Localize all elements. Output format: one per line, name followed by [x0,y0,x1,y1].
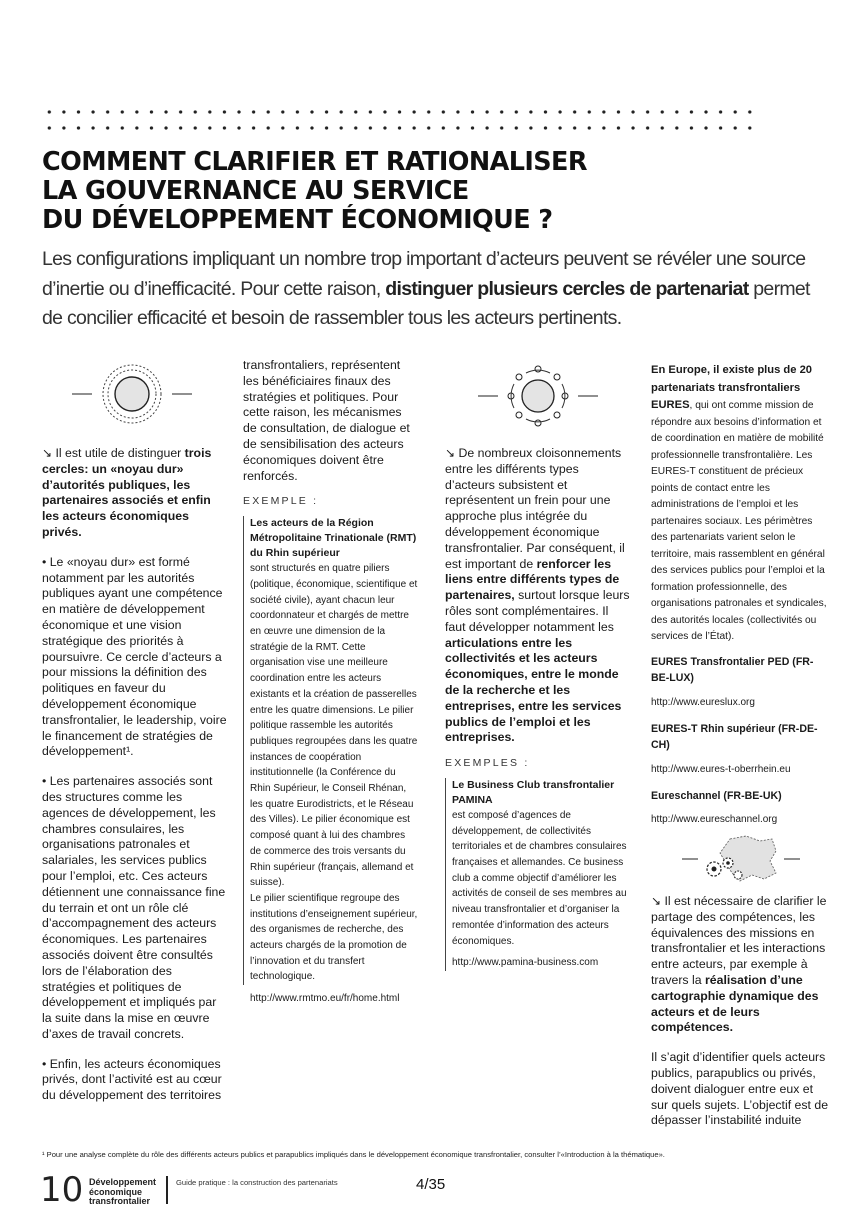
example-heading: Les acteurs de la Région Métropolitaine Trinationale (RMT) du Rhin supérieur [250,517,417,560]
col4-paragraph-3: Il s’agit d’identifier quels acteurs publics, parapublics ou privés, doivent dialoguer entre eux et sur quels sujets. L’objectif est de dépasser l’instabilité induite [651,1050,829,1128]
title-line-1: COMMENT CLARIFIER ET RATIONALISER [42,147,587,177]
footnote: ¹ Pour une analyse complète du rôle des différents acteurs publics et parapublics impliqués dans le développement économique transfrontalier, consulter l’«Introduction à la thématique». [42,1150,665,1159]
col1-paragraph-2: • Le «noyau dur» est formé notamment par les autorités publiques ayant une compétence en matière de développement économique et une vision stratégique des priorités à poursuivre. Ce cercle d’acteurs a pour missions la définition des politiques en faveur du développement économique transfrontalier, le leadership, voire le financement de stratégies de développement¹. [42,554,227,759]
dotted-separator-bottom [42,125,762,131]
example-body: est composé d’agences de développement, de collectivités territoriales et de chambres consulaires françaises et allemandes. Ce business club a comme objectif d’améliorer les activités de conseil de ses membres au niveau transfrontalier et d’organiser la remontée d’information des acteurs économiques. [452,809,627,947]
intro-part-1: Les configurations impliquant un nombre trop important d’acteurs peuvent se révéler une source d’inertie ou d’inefficacité. Pour cette raison, [42,248,806,300]
col4-paragraph-2 [651,894,831,1036]
eures-entry-3-name: Eureschannel (FR-BE-UK) [651,789,782,802]
column-4-lower [651,894,831,1137]
page-counter: 4/35 [416,1176,446,1193]
footer-page-number: 10 [40,1170,84,1210]
col3-paragraph-1 [445,446,630,746]
brand-line-2: économique [89,1186,143,1197]
col1-p1-bold: trois cercles: un «noyau dur» d’autorités publiques, les partenaires associés et enfin les acteurs économiques privés. [42,446,212,539]
footer-brand [89,1178,169,1207]
col4-p2-a: Il est nécessaire de clarifier le partage des compétences, les équivalences des missions en transfrontalier et les interactions entre acteurs, par exemple à travers la [651,894,827,987]
arrow-icon: ↘ [445,446,456,460]
page-title [42,148,742,235]
eures-entry-2-name: EURES-T Rhin supérieur (FR-DE-CH) [651,722,818,751]
eures-entry-1-name: EURES Transfrontalier PED (FR-BE-LUX) [651,655,814,684]
arrow-icon: ↘ [651,894,662,908]
col3-p1-a: De nombreux cloisonnements entre les différents types d’acteurs subsistent et représentent un frein pour une approche plus intégrée du développement économique transfrontalier. Par conséquent, il est important de [445,446,625,571]
eures-lead-text: , qui ont comme mission de répondre aux besoins d’information et de coordination en matière de mobilité professionnelle transfrontalière. Les EURES-T constituent de précieux points de contact entre les administrations de l’emploi et les partenaires sociaux. Les périmètres des partenariats varient selon le territoire, mais rassemblent en général des services publics pour l’emploi et la formation professionnelle, des organisations patronales et syndicales, des autorités locales (collectivités ou services de l’État). [651,400,827,642]
col3-p1-d: articulations entre les collectivités et les acteurs économiques, entre le monde de la recherche et les entreprises, entre les services publics de l’emploi et les entreprises. [445,635,622,745]
example-body-2: Le pilier scientifique regroupe des institutions d’enseignement supérieur, des organismes de recherche, des acteurs chargés de la promotion de l’innovation et du transfert technologique. [250,892,418,983]
title-line-2: LA GOUVERNANCE AU SERVICE [42,176,469,206]
example-url-rmt[interactable]: http://www.rmtmo.eu/fr/home.html [250,993,400,1005]
intro-bold: distinguer plusieurs cercles de partenariat [385,277,749,300]
col4-p2-b: réalisation d’une cartographie dynamique des acteurs et de leurs compétences. [651,972,819,1035]
eures-entry-2-url[interactable]: http://www.eures-t-oberrhein.eu [651,763,791,775]
intro-part-2: permet de concilier efficacité et besoin de rassembler tous les acteurs pertinents. [42,277,810,329]
arrow-icon: ↘ [42,446,53,460]
example-box-rmt [243,516,418,985]
eures-entry-1-url[interactable]: http://www.eureslux.org [651,696,755,708]
example-box-pamina [445,778,630,971]
gears-map-icon [680,833,804,885]
eures-lead [651,362,831,646]
intro-paragraph [42,245,832,334]
col3-p1-c: surtout lorsque leurs rôles sont complémentaires. Il faut développer notamment les [445,588,630,634]
example-url-pamina[interactable]: http://www.pamina-business.com [452,957,599,969]
footer-guide-title: Guide pratique : la construction des partenariats [176,1178,338,1187]
dotted-separator-top [42,109,762,115]
eures-entry-3-url[interactable]: http://www.eureschannel.org [651,814,778,825]
col2-paragraph-1: transfrontaliers, représentent les bénéficiaires finaux des stratégies et politiques. Pour cette raison, les mécanismes de consultation, de dialogue et de sensibilisation des acteurs économiques doivent être renforcés. [243,358,410,483]
col1-paragraph-1 [42,446,227,541]
col1-paragraph-4: • Enfin, les acteurs économiques privés, dont l’activité est au cœur du développement des territoires [42,1056,222,1103]
example-label: EXEMPLE : [243,495,319,508]
network-circle-icon [476,364,600,428]
concentric-circles-icon [70,362,194,426]
col1-paragraph-3: • Les partenaires associés sont des structures comme les agences de développement, les chambres consulaires, les organisations patronales et salariales, les services publics pour l’emploi, etc. Ces acteurs détiennent une connaissance fine du terrain et ont un rôle clé d’accompagnement des acteurs économiques. Les partenaires associés doivent être consultés lors de l’élaboration des stratégies et politiques de développement et impliqués par la suite dans la mise en œuvre d’axes de travail concrets. [42,774,226,1041]
footer-divider [166,1176,168,1204]
eures-lead-bold: En Europe, il existe plus de 20 partenariats transfrontaliers EURES [651,364,813,411]
column-1 [42,446,227,1118]
column-2 [243,358,418,1007]
brand-line-1: Développement [89,1177,157,1187]
column-3 [445,446,630,971]
title-line-3: DU DÉVELOPPEMENT ÉCONOMIQUE ? [42,205,553,235]
brand-line-3: transfrontalier [89,1196,151,1206]
col3-p1-b: renforcer les liens entre différents types de partenaires, [445,556,620,603]
col1-p1-text: Il est utile de distinguer [52,446,185,460]
column-4 [651,362,831,838]
examples-label: EXEMPLES : [445,757,530,770]
example-heading: Le Business Club transfrontalier PAMINA [452,778,615,806]
example-body-1: sont structurés en quatre piliers (politique, économique, scientifique et société civile), ayant chacun leur coordonnateur et chargés de mettre en œuvre une dimension de la stratégie de la RMT. Cette organisation vise une meilleure coordination entre les acteurs existants et la création de passerelles entre les quatre dimensions. Le pilier politique rassemble les autorités publiques regroupées dans les quatre instances de coopération institutionnelle (la Conférence du Rhin Supérieur, le Conseil Rhénan, les quatre Eurodistricts, et le Réseau des Villes). Le pilier économique est composé quant à lui des chambres de commerce des trois versants du Rhin supérieur (français, allemand et suisse). [250,563,418,889]
